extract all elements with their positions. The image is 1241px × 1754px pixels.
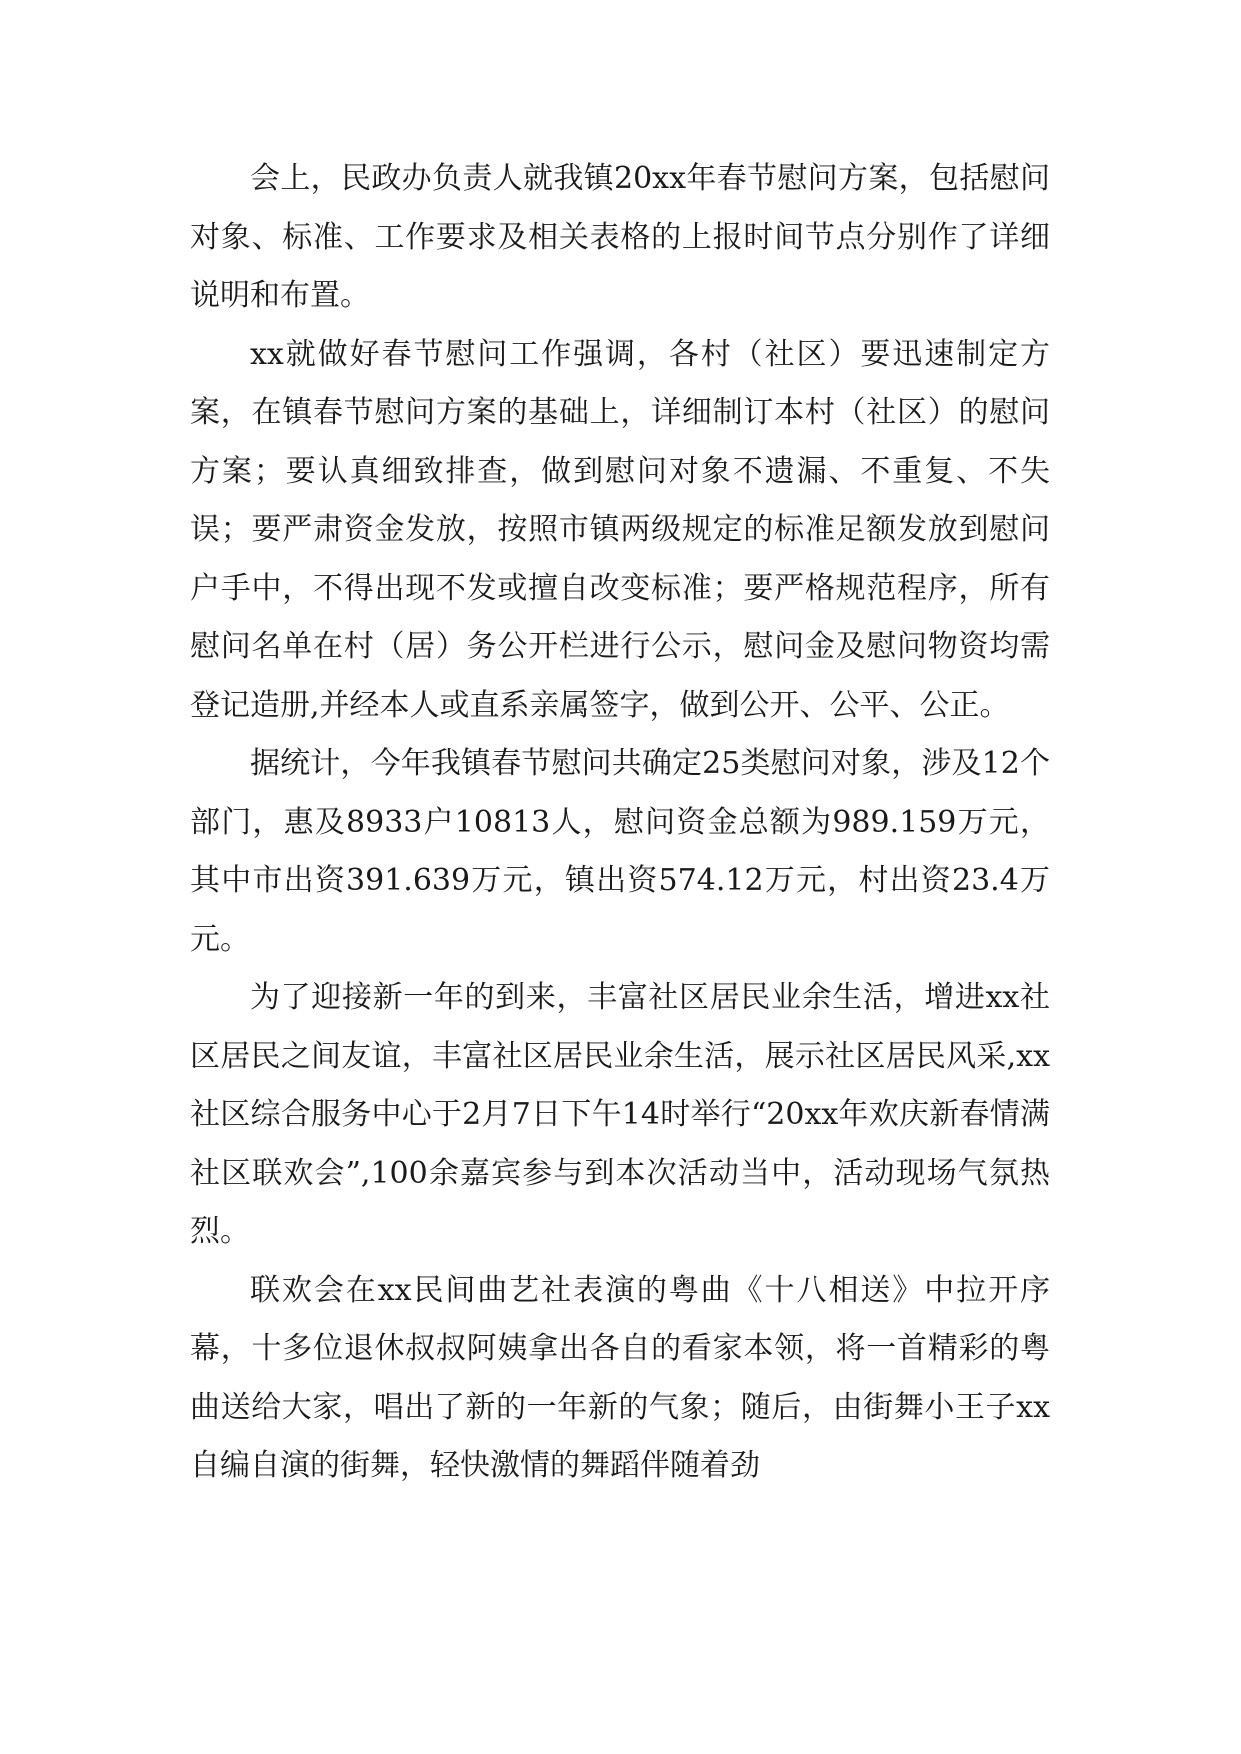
paragraph-3: 据统计，今年我镇春节慰问共确定25类慰问对象，涉及12个部门，惠及8933户10813人，慰问资金总额为989.159万元，其中市出资391.639万元，镇出资574.12万元，村出资23.4万元。 — [190, 746, 1050, 957]
paragraph-2: xx就做好春节慰问工作强调，各村（社区）要迅速制定方案，在镇春节慰问方案的基础上，详细制订本村（社区）的慰问方案；要认真细致排查，做到慰问对象不遗漏、不重复、不失误；要严肃资金发放，按照市镇两级规定的标准足额发放到慰问户手中，不得出现不发或擅自改变标准；要严格规范程序，所有慰问名单在村（居）务公开栏进行公示，慰问金及慰问物资均需登记造册,并经本人或直系亲属签字，做到公开、公平、公正。 — [190, 336, 1050, 723]
paragraph-5: 联欢会在xx民间曲艺社表演的粤曲《十八相送》中拉开序幕，十多位退休叔叔阿姨拿出各自的看家本领，将一首精彩的粤曲送给大家，唱出了新的一年新的气象；随后，由街舞小王子xx自编自演的街舞，轻快激情的舞蹈伴随着劲 — [190, 1272, 1050, 1483]
document-body — [190, 150, 1050, 1496]
paragraph-4: 为了迎接新一年的到来，丰富社区居民业余生活，增进xx社区居民之间友谊，丰富社区居民业余生活，展示社区居民风采,xx社区综合服务中心于2月7日下午14时举行“20xx年欢庆新春情满社区联欢会”,100余嘉宾参与到本次活动当中，活动现场气氛热烈。 — [190, 980, 1050, 1249]
paragraph-1: 会上，民政办负责人就我镇20xx年春节慰问方案，包括慰问对象、标准、工作要求及相关表格的上报时间节点分别作了详细说明和布置。 — [190, 161, 1050, 313]
